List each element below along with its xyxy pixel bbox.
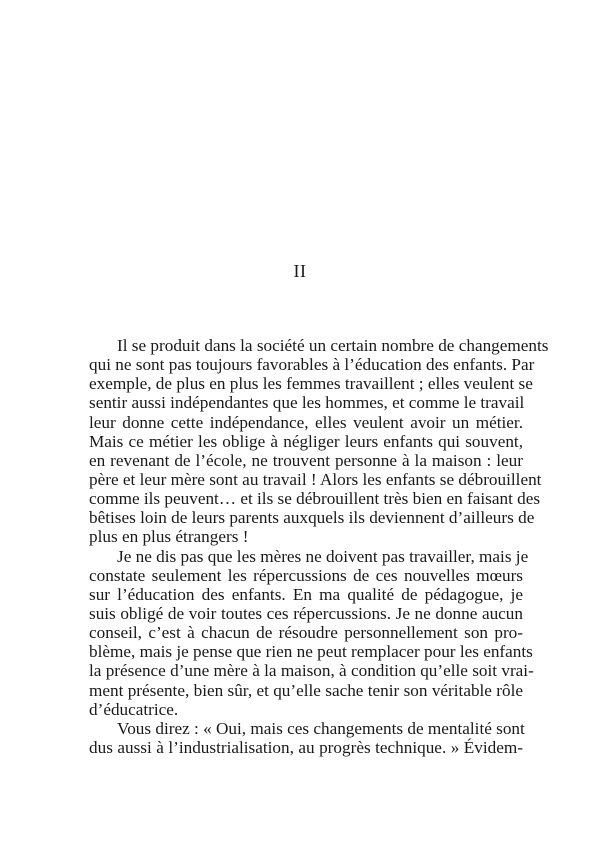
text-line: constate seulement les répercussions de ces nouvelles mœurs	[89, 565, 523, 585]
paragraph-1	[89, 336, 549, 547]
text-line: sentir aussi indépendantes que les hommes, et comme le travail	[89, 393, 525, 413]
text-line: comme ils peuvent… et ils se débrouillent très bien en faisant des	[89, 489, 541, 509]
text-line: sur l’éducation des enfants. En ma qualité de pédagogue, je	[89, 584, 523, 604]
text-line: la présence d’une mère à la maison, à condition qu’elle soit vrai-	[89, 661, 534, 681]
text-line: Il se produit dans la société un certain nombre de changements	[117, 336, 549, 355]
text-line: en revenant de l’école, ne trouvent personne à la maison : leur	[89, 450, 523, 470]
text-line: bêtises loin de leurs parents auxquels ils deviennent d’ailleurs de	[89, 508, 535, 528]
text-line: suis obligé de voir toutes ces répercussions. Je ne donne aucun	[89, 603, 523, 623]
text-line: Je ne dis pas que les mères ne doivent pas travailler, mais je	[117, 546, 529, 566]
text-line: qui ne sont pas toujours favorables à l’éducation des enfants. Par	[89, 355, 535, 375]
body-text	[89, 336, 549, 757]
text-line: d’éducatrice.	[89, 699, 179, 719]
text-line: exemple, de plus en plus les femmes travaillent ; elles veulent se	[89, 374, 533, 394]
text-line: plus en plus étrangers !	[89, 527, 249, 547]
chapter-heading: II	[293, 261, 307, 281]
text-line: leur donne cette indépendance, elles veulent avoir un métier.	[89, 412, 523, 432]
paragraph-2	[89, 546, 534, 719]
text-line: conseil, c’est à chacun de résoudre personnellement son pro-	[89, 623, 523, 643]
paragraph-3	[89, 719, 523, 757]
text-line: blème, mais je pense que rien ne peut remplacer pour les enfants	[89, 642, 533, 662]
text-line: Mais ce métier les oblige à négliger leurs enfants qui souvent,	[89, 431, 523, 451]
text-line: dus aussi à l’industrialisation, au progrès technique. » Évidem-	[89, 737, 523, 757]
text-line: Vous direz : « Oui, mais ces changements de mentalité sont	[117, 718, 525, 738]
text-line: ment présente, bien sûr, et qu’elle sache tenir son véritable rôle	[89, 680, 523, 700]
text-line: père et leur mère sont au travail ! Alors les enfants se débrouillent	[89, 469, 542, 489]
